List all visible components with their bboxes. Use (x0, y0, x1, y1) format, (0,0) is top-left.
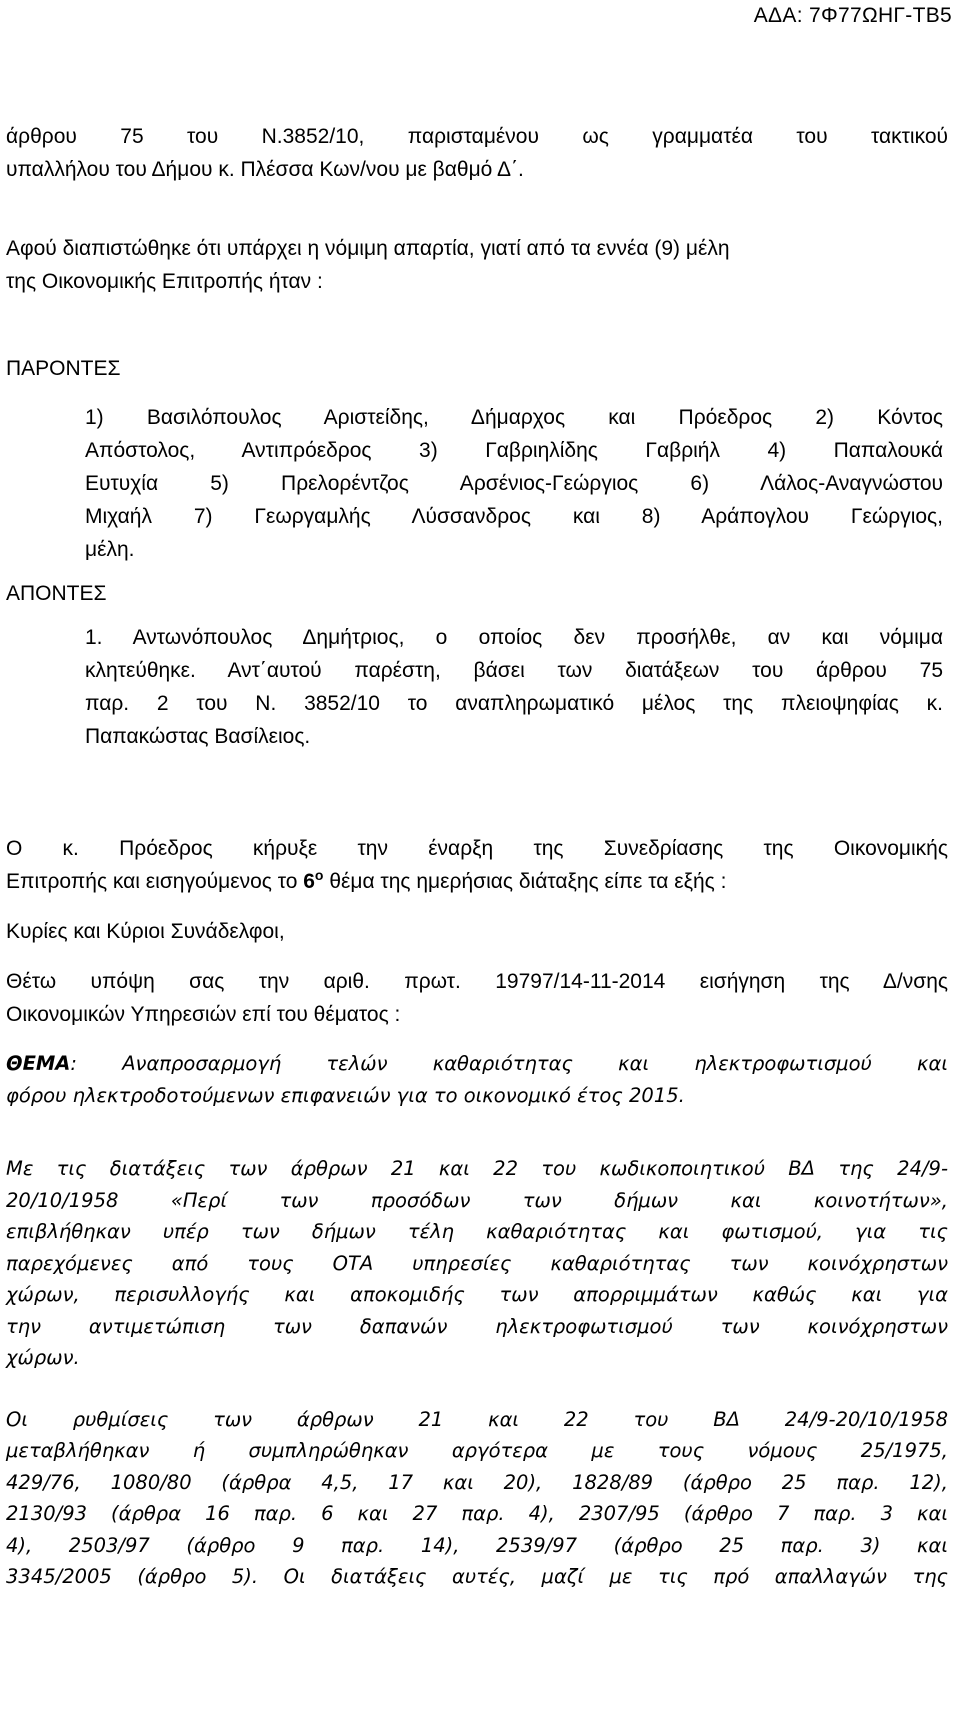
para-line: Με τις διατάξεις των άρθρων 21 και 22 του κωδικοποιητικού ΒΔ της 24/9- (6, 1157, 948, 1180)
para-line: χώρων, περισυλλογής και αποκομιδής των απορριμμάτων καθώς και για (6, 1283, 948, 1306)
opening-line: Ο κ. Πρόεδρος κήρυξε την έναρξη της Συνεδρίασης της Οικονομικής (6, 837, 948, 860)
para-line: χώρων. (6, 1346, 80, 1369)
proposal-line: Οικονομικών Υπηρεσιών επί του θέματος : (6, 1003, 401, 1026)
subject-line (6, 1048, 948, 1080)
subject-text: : Αναπροσαρμογή τελών καθαριότητας και ηλεκτροφωτισμού και (70, 1052, 948, 1075)
subject-line: φόρου ηλεκτροδοτούμενων επιφανειών για το οικονομικό έτος 2015. (6, 1083, 685, 1107)
paragraph-1 (6, 1153, 948, 1374)
para-line: μεταβλήθηκαν ή συμπληρώθηκαν αργότερα με τους νόμους 25/1975, (6, 1439, 948, 1462)
proposal-line: Θέτω υπόψη σας την αριθ. πρωτ. 19797/14-11-2014 εισήγηση της Δ/νσης (6, 970, 948, 993)
quorum-paragraph (6, 232, 948, 298)
para-line: 2130/93 (άρθρα 16 παρ. 6 και 27 παρ. 4), 2307/95 (άρθρο 7 παρ. 3 και (6, 1502, 948, 1525)
quorum-line: Αφού διαπιστώθηκε ότι υπάρχει η νόμιμη απαρτία, γιατί από τα εννέα (9) μέλη (6, 237, 730, 260)
ordinal-suffix: ο (314, 867, 324, 883)
opening-text: θέμα της ημερήσιας διάταξης είπε τα εξής : (323, 870, 727, 893)
intro-paragraph (6, 120, 948, 186)
present-heading: ΠΑΡΟΝΤΕΣ (6, 357, 121, 380)
para-line: 4), 2503/97 (άρθρο 9 παρ. 14), 2539/97 (άρθρο 25 παρ. 3) και (6, 1533, 948, 1557)
opening-text: Επιτροπής και εισηγούμενος το (6, 870, 304, 893)
intro-line: άρθρου 75 του Ν.3852/10, παρισταμένου ως γραμματέα του τακτικού (6, 125, 948, 148)
present-line: 1) Βασιλόπουλος Αριστείδης, Δήμαρχος και Πρόεδρος 2) Κόντος (85, 406, 943, 429)
greeting: Κυρίες και Κύριοι Συνάδελφοι, (6, 920, 285, 943)
intro-line: υπαλλήλου του Δήμου κ. Πλέσσα Κων/νου με βαθμό Δ΄. (6, 158, 524, 181)
para-line: την αντιμετώπιση των δαπανών ηλεκτροφωτισμού των κοινόχρηστων (6, 1314, 948, 1338)
present-line: Ευτυχία 5) Πρελορέντζος Αρσένιος-Γεώργιος 6) Λάλος-Αναγνώστου (85, 472, 943, 495)
quorum-line: της Οικονομικής Επιτροπής ήταν : (6, 270, 323, 293)
ada-code: ΑΔΑ: 7Φ77ΩΗΓ-ΤΒ5 (753, 4, 952, 27)
paragraph-2 (6, 1404, 948, 1593)
para-line: επιβλήθηκαν υπέρ των δήμων τέλη καθαριότητας και φωτισμού, για τις (6, 1220, 948, 1243)
absent-line: κλητεύθηκε. Αντ΄αυτού παρέστη, βάσει των διατάξεων του άρθρου 75 (85, 659, 943, 682)
para-line: παρεχόμενες από τους ΟΤΑ υπηρεσίες καθαριότητας των κοινόχρηστων (6, 1251, 948, 1275)
absent-line: παρ. 2 του Ν. 3852/10 το αναπληρωματικό μέλος της πλειοψηφίας κ. (85, 692, 943, 715)
present-line: Μιχαήλ 7) Γεωργαμλής Λύσσανδρος και 8) Αράπογλου Γεώργιος, (85, 505, 943, 528)
present-line: Απόστολος, Αντιπρόεδρος 3) Γαβριηλίδης Γαβριήλ 4) Παπαλουκά (85, 439, 943, 462)
item-number: 6 (303, 870, 315, 893)
para-line: 20/10/1958 «Περί των προσόδων των δήμων και κοινοτήτων», (6, 1188, 948, 1212)
opening-line (6, 865, 948, 898)
opening-paragraph (6, 832, 948, 898)
absent-list (85, 621, 943, 753)
proposal-paragraph (6, 965, 948, 1031)
present-list (85, 401, 943, 566)
subject-paragraph (6, 1048, 948, 1111)
absent-heading: ΑΠΟΝΤΕΣ (6, 582, 107, 605)
para-line: Οι ρυθμίσεις των άρθρων 21 και 22 του ΒΔ 24/9-20/10/1958 (6, 1407, 948, 1431)
subject-label: ΘΕΜΑ (6, 1052, 71, 1075)
absent-line: Παπακώστας Βασίλειος. (85, 725, 311, 748)
present-line: μέλη. (85, 538, 135, 561)
para-line: 429/76, 1080/80 (άρθρα 4,5, 17 και 20), 1828/89 (άρθρο 25 παρ. 12), (6, 1470, 948, 1494)
document-body (6, 120, 948, 1593)
para-line: 3345/2005 (άρθρο 5). Οι διατάξεις αυτές, μαζί με τις πρό απαλλαγών της (6, 1565, 948, 1588)
absent-line: 1. Αντωνόπουλος Δημήτριος, ο οποίος δεν προσήλθε, αν και νόμιμα (85, 626, 943, 649)
